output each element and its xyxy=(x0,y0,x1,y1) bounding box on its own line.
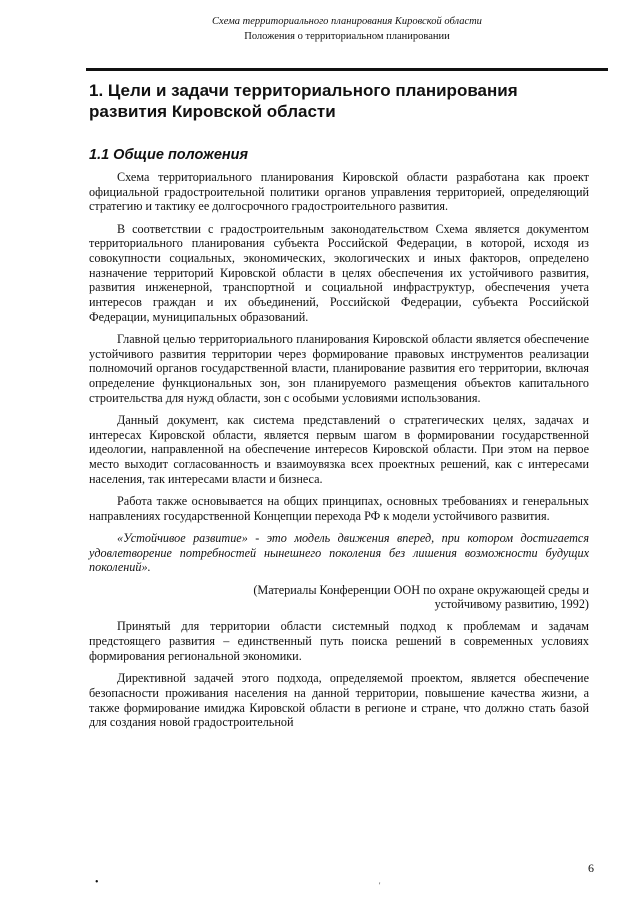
header-section-name: Положения о территориальном планировании xyxy=(244,31,450,42)
running-header xyxy=(86,14,608,44)
paragraph: В соответствии с градостроительным законодательством Схема является документом территориального планирования субъекта Российской Федерации, в которой, исходя из совокупности социальных, экономических, экологических и иных факторов, определено назначение территорий Кировской области в целях обеспечения их устойчивого развития, развития инженерной, транспортной и социальной инфраструктур, обеспечения учета интересов граждан и их объединений, Российской Федерации, субъекта Российской Федерации, муниципальных образований. xyxy=(89,221,589,324)
paragraph: Работа также основывается на общих принципах, основных требованиях и генеральных направлениях государственной Концепции перехода РФ к модели устойчивого развития. xyxy=(89,494,589,523)
page-number: 6 xyxy=(588,861,594,875)
quote-source: (Материалы Конференции ООН по охране окружающей среды и устойчивому развитию, 1992) xyxy=(253,582,589,612)
paragraph: Данный документ, как система представлений о стратегических целях, задачах и интересах Кировской области, является первым шагом в формировании государственной идеологии, направленной на обеспечение интересов Кировской области. При этом на первое место выходит согласованность и взаимоувязка всех проектных решений, как с интересами населения, так интересами власти и бизнеса. xyxy=(89,413,589,486)
paragraph: Директивной задачей этого подхода, определяемой проектом, является обеспечение безопасности проживания населения на данной территории, повышение качества жизни, а также формирование имиджа Кировской области в регионе и стране, что должно стать базой для создания новой градостроительной xyxy=(89,671,589,730)
footer-dot: • xyxy=(95,877,99,888)
body-text xyxy=(89,170,589,737)
footer-mark: ' xyxy=(379,881,381,890)
section-title: 1.1 Общие положения xyxy=(89,147,249,163)
paragraph: Принятый для территории области системный подход к проблемам и задачам предстоящего развития – единственный путь поиска решений в современных условиях формирования региональной экономики. xyxy=(89,619,589,663)
quote: «Устойчивое развитие» - это модель движения вперед, при котором достигается удовлетворение потребностей нынешнего поколения без лишения возможности будущих поколений». xyxy=(89,530,589,575)
chapter-title: 1. Цели и задачи территориального планирования развития Кировской области xyxy=(89,81,518,121)
header-rule xyxy=(86,68,608,71)
paragraph: Главной целью территориального планирования Кировской области является обеспечение устойчивого развития территории через формирование правовых инструментов реализации полномочий органов государственной власти, планирование развития его территории, включая определение функциональных зон, зон планируемого размещения объектов капитального строительства для нужд области, зон с особыми условиями использования. xyxy=(89,332,589,405)
paragraph: Схема территориального планирования Кировской области разработана как проект официальной градостроительной политики органов управления территорией, определяющий стратегию и тактику ее долгосрочного градостроительного развития. xyxy=(89,170,589,214)
header-document-title: Схема территориального планирования Кировской области xyxy=(212,16,482,27)
